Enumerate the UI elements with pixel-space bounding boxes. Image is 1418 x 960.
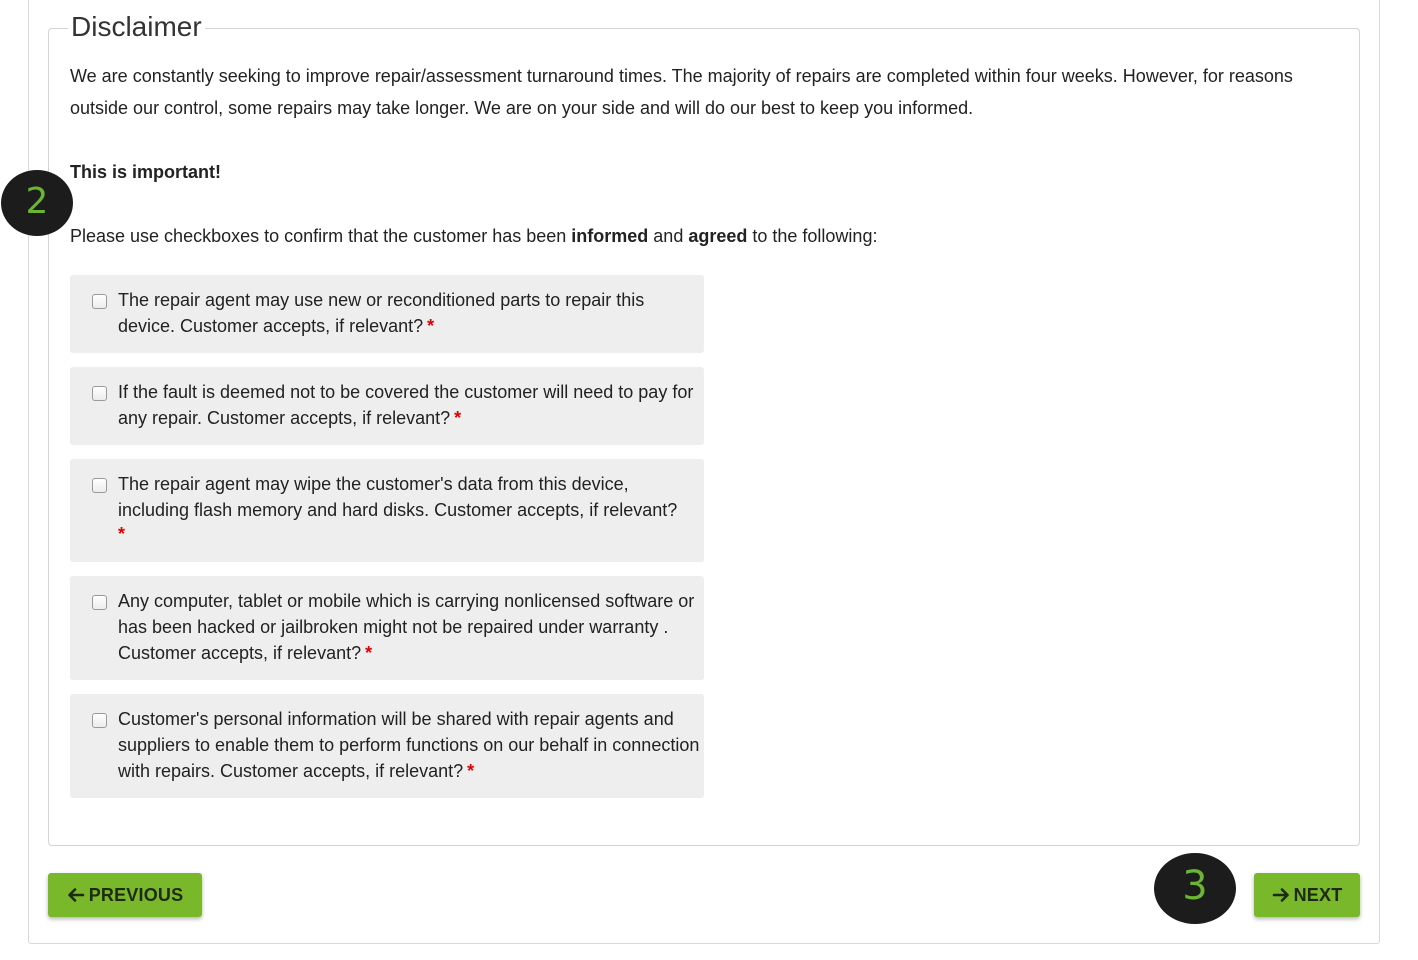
instruction-text-and: and [648,226,689,246]
confirmation-checklist [70,275,704,812]
disclaimer-legend: Disclaimer [68,10,205,44]
required-asterisk: * [118,524,126,544]
confirmation-instruction [70,222,877,250]
parts-checkbox[interactable] [92,294,107,309]
disclaimer-intro-text: We are constantly seeking to improve repair/assessment turnaround times. The majority of repairs are completed within four weeks. However, for reasons outside our control, some repairs may take longer. We are on your side and will do our best to keep you informed. [70,66,1293,118]
checkbox-item-parts[interactable] [70,275,704,353]
required-asterisk: * [467,761,475,781]
data-wipe-checkbox[interactable] [92,478,107,493]
nonlicensed-software-label: Any computer, tablet or mobile which is carrying nonlicensed software or has been hacked or jailbroken might not be repaired under warranty . Customer accepts, if relevant? [118,591,695,663]
next-button-label: NEXT [1293,884,1343,905]
personal-info-label: Customer's personal information will be shared with repair agents and suppliers to enable them to perform functions on our behalf in connection with repairs. Customer accepts, if relevant? [118,709,700,781]
payment-checkbox[interactable] [92,386,107,401]
required-asterisk: * [454,408,462,428]
instruction-text-after: to the following: [747,226,878,246]
arrow-right-icon [1272,887,1290,903]
checkbox-item-data-wipe[interactable] [70,459,704,562]
nonlicensed-software-checkbox[interactable] [92,595,107,610]
required-asterisk: * [427,316,435,336]
instruction-informed: informed [571,226,649,246]
step-2-annotation-badge: 2 [1,170,73,236]
required-asterisk: * [365,643,373,663]
previous-button-label: PREVIOUS [88,884,184,905]
next-button[interactable] [1254,873,1360,917]
instruction-agreed: agreed [688,226,748,246]
checkbox-item-personal-info[interactable] [70,694,704,798]
important-notice: This is important! [70,162,222,182]
previous-button[interactable] [48,873,202,917]
checkbox-item-nonlicensed-software[interactable] [70,576,704,680]
data-wipe-label: The repair agent may wipe the customer's data from this device, including flash memory and hard disks. Customer accepts, if relevant? [118,474,678,520]
arrow-left-icon [67,887,85,903]
personal-info-checkbox[interactable] [92,713,107,728]
step-3-annotation-badge: 3 [1154,853,1236,924]
checkbox-item-payment[interactable] [70,367,704,445]
payment-label: If the fault is deemed not to be covered the customer will need to pay for any repair. Customer accepts, if relevant? [118,382,694,428]
parts-label: The repair agent may use new or reconditioned parts to repair this device. Customer accepts, if relevant? [118,290,645,336]
instruction-text-before: Please use checkboxes to confirm that the customer has been [70,226,572,246]
